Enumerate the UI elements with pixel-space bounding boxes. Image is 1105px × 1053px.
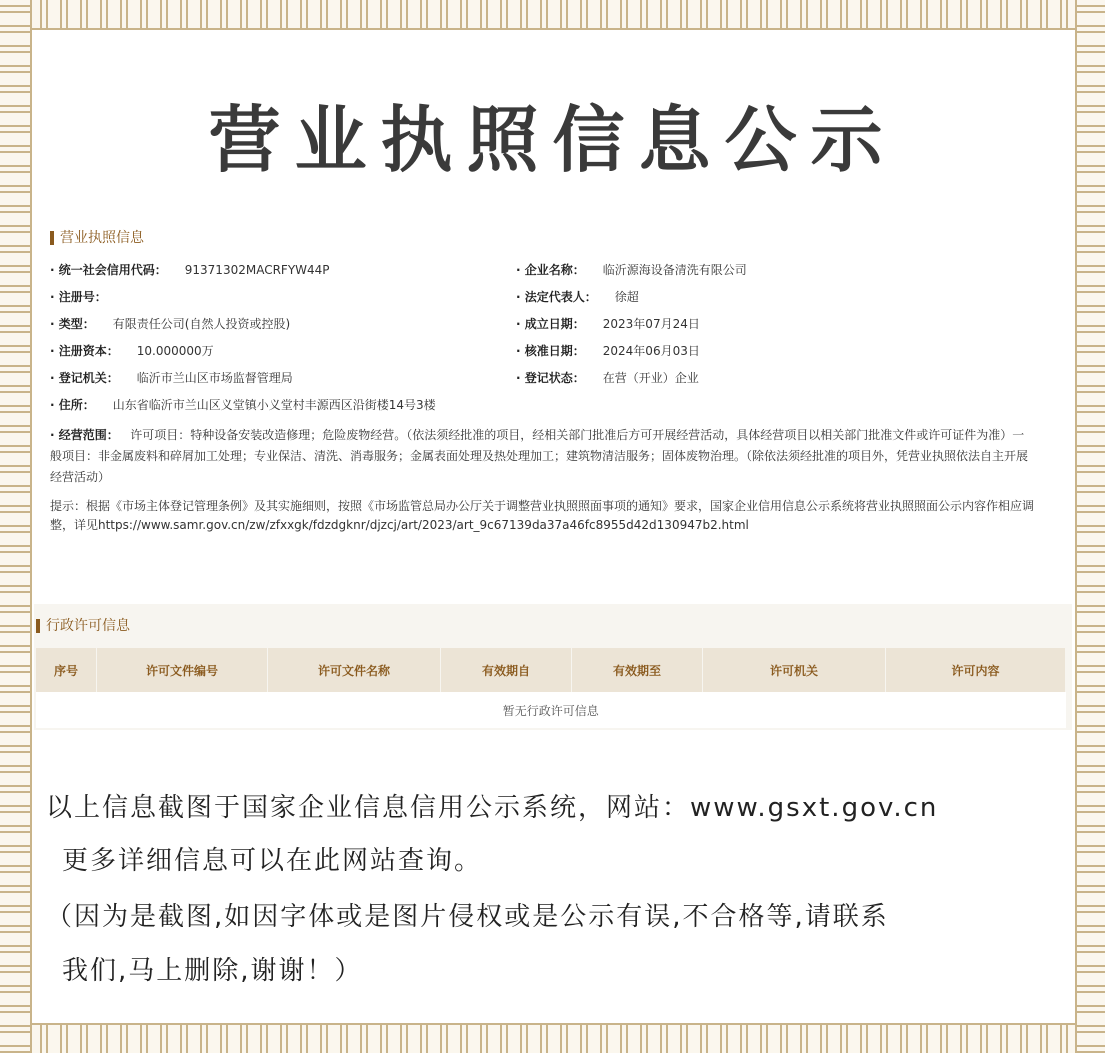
table-row [36, 692, 1066, 728]
field-established [516, 316, 700, 332]
field-value: 山东省临沂市兰山区义堂镇小义堂村丰源西区沿街楼14号3楼 [112, 398, 436, 412]
table-header-row [36, 648, 1066, 692]
note-line-2: 更多详细信息可以在此网站查询。 [62, 846, 483, 876]
field-authority [50, 370, 293, 386]
permit-table [36, 648, 1066, 728]
field-value: 10.000000万 [136, 344, 214, 358]
field-label: · 住所： [50, 398, 95, 412]
field-value: 在营（开业）企业 [602, 371, 699, 385]
scope-value: 许可项目：特种设备安装改造修理；危险废物经营。（依法须经批准的项目，经相关部门批准后方可开展经营活动，具体经营项目以相关部门批准文件或许可证件为准）一般项目：非金属废料和碎屑加工处理；专业保洁、清洗、消毒服务；金属表面处理及热处理加工；建筑物清洁服务；固体废物治理。（除依法须经批准的项目外，凭营业执照依法自主开展经营活动） [50, 428, 1029, 484]
field-credit-code [50, 262, 330, 278]
note-line-4: 我们,马上删除,谢谢！） [62, 956, 363, 986]
field-value: 临沂市兰山区市场监督管理局 [136, 371, 293, 385]
page-title: 营业执照信息公示 [208, 98, 897, 182]
column-header: 许可文件名称 [268, 648, 441, 692]
field-label: · 注册号： [50, 290, 107, 304]
column-header: 有效期自 [441, 648, 572, 692]
field-company-name [516, 262, 747, 278]
field-label: · 类型： [50, 317, 95, 331]
field-label: · 注册资本： [50, 344, 119, 358]
field-value: 临沂源海设备清洗有限公司 [602, 263, 747, 277]
scope-label: · 经营范围： [50, 428, 119, 442]
field-label: · 登记机关： [50, 371, 119, 385]
field-value: 91371302MACRFYW44P [184, 263, 330, 277]
field-address [50, 397, 436, 413]
decorative-border-top [0, 0, 1105, 30]
column-header: 序号 [36, 648, 97, 692]
field-label: · 企业名称： [516, 263, 585, 277]
column-header: 许可文件编号 [97, 648, 268, 692]
field-approved [516, 343, 700, 359]
field-label: · 法定代表人： [516, 290, 597, 304]
column-header: 有效期至 [572, 648, 703, 692]
field-value: 有限责任公司(自然人投资或控股) [112, 317, 291, 331]
field-label: · 统一社会信用代码： [50, 263, 167, 277]
field-capital [50, 343, 214, 359]
notice-tip: 提示：根据《市场主体登记管理条例》及其实施细则，按照《市场监管总局办公厅关于调整营业执照照面事项的通知》要求，国家企业信用信息公示系统将营业执照照面公示内容作相应调整，详见https://www.samr.gov.cn/zw/zfxxgk/fdzdgknr/djzcj/art/2023/art_9c67139da37a46fc8955d42d130947b2.html [50, 499, 1035, 532]
field-label: · 登记状态： [516, 371, 585, 385]
column-header: 许可内容 [886, 648, 1066, 692]
field-label: · 核准日期： [516, 344, 585, 358]
decorative-border-bottom [0, 1023, 1105, 1053]
field-legal-rep [516, 289, 639, 305]
field-value: 2023年07月24日 [602, 317, 700, 331]
field-reg-no [50, 289, 125, 305]
field-value: 徐超 [614, 290, 639, 304]
field-status [516, 370, 699, 386]
empty-message: 暂无行政许可信息 [36, 692, 1066, 728]
license-section-heading: 营业执照信息 [50, 231, 144, 245]
permit-section-heading: 行政许可信息 [36, 619, 130, 633]
business-scope [50, 425, 1030, 488]
note-line-3: （因为是截图,如因字体或是图片侵权或是公示有误,不合格等,请联系 [46, 902, 889, 932]
field-label: · 成立日期： [516, 317, 585, 331]
column-header: 许可机关 [703, 648, 886, 692]
note-line-1: 以上信息截图于国家企业信息信用公示系统，网站：www.gsxt.gov.cn [46, 793, 939, 823]
field-value: 2024年06月03日 [602, 344, 700, 358]
field-type [50, 316, 290, 332]
